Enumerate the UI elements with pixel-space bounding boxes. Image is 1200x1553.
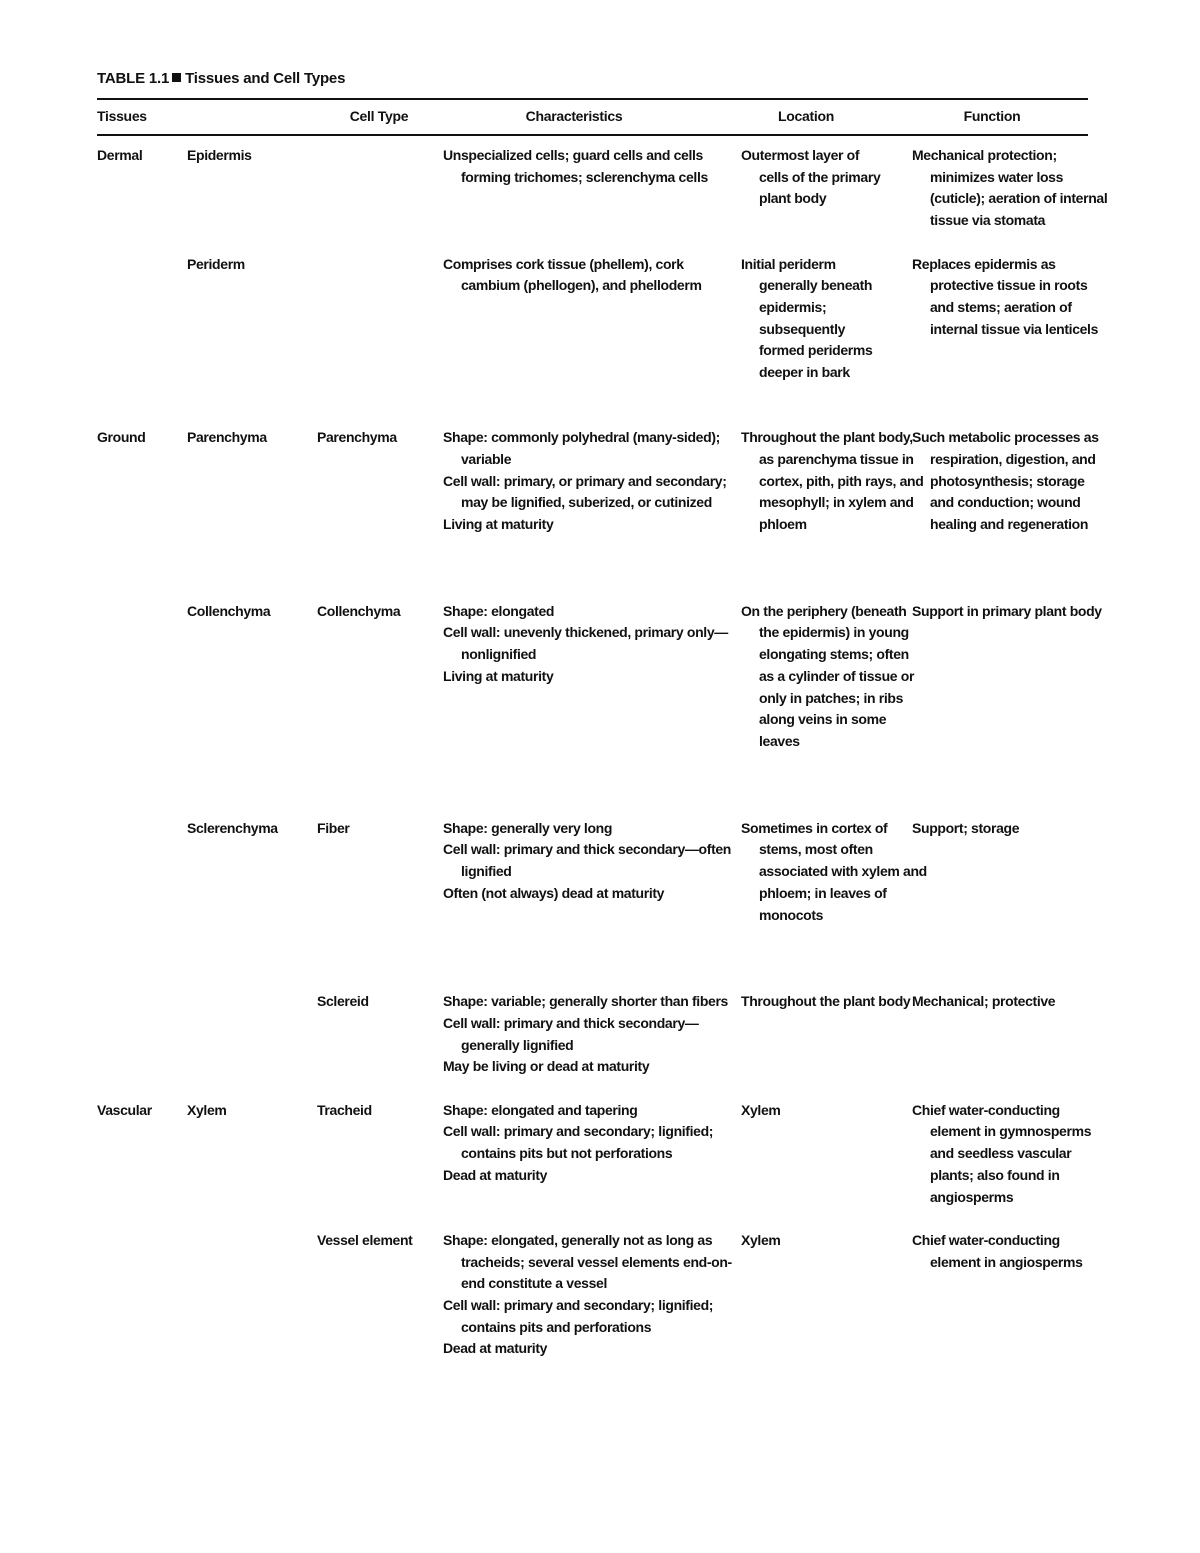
function-cell: Chief water-conducting element in gymnosperms and seedless vascular plants; also found in angiosperms (912, 1101, 1092, 1205)
characteristics-cell (443, 145, 739, 188)
characteristic-line: Cell wall: primary and thick secondary—often lignified (443, 841, 732, 880)
characteristic-line: Shape: variable; generally shorter than fibers (443, 993, 728, 1010)
tissue-cell: Vascular (97, 1101, 152, 1118)
table-row (97, 427, 1099, 601)
location-cell: Throughout the plant body (741, 993, 911, 1010)
location-cell: Initial periderm generally beneath epidermis; subsequently formed periderms deeper in bark (741, 255, 873, 381)
characteristics-cell (443, 427, 739, 536)
location-cell: Outermost layer of cells of the primary plant body (741, 147, 881, 207)
table-row (97, 1230, 1088, 1404)
characteristic-line: Shape: elongated, generally not as long as tracheids; several vessel elements end-on-end constitute a vessel (443, 1231, 732, 1292)
subtissue-cell: Xylem (187, 1101, 227, 1118)
function-cell: Support in primary plant body (912, 602, 1102, 619)
function-cell: Support; storage (912, 819, 1020, 836)
characteristics-cell (443, 601, 739, 688)
header-characteristics: Characteristics (525, 108, 623, 124)
characteristics-cell (443, 1230, 739, 1360)
characteristic-line: Shape: elongated and tapering (443, 1101, 638, 1118)
header-function: Function (963, 108, 1021, 124)
characteristic-line: Living at maturity (443, 667, 554, 684)
table-body (97, 145, 1108, 1404)
table-row (97, 145, 1108, 254)
characteristic-line: Shape: elongated (443, 602, 555, 619)
characteristic-line: May be living or dead at maturity (443, 1058, 650, 1075)
location-cell: Sometimes in cortex of stems, most often associated with xylem and phloem; in leaves of monocots (741, 819, 927, 923)
location-cell: Xylem (741, 1231, 781, 1248)
characteristic-line: Dead at maturity (443, 1166, 548, 1183)
characteristic-line: Cell wall: unevenly thickened, primary only—nonlignified (443, 624, 728, 663)
characteristics-cell (443, 991, 739, 1078)
table-number: TABLE 1.1 (97, 70, 170, 87)
characteristic-line: Often (not always) dead at maturity (443, 884, 665, 901)
cell-type-cell: Parenchyma (317, 429, 397, 446)
cell-type-cell: Tracheid (317, 1101, 372, 1118)
tissue-cell: Dermal (97, 147, 143, 163)
location-cell: On the periphery (beneath the epidermis) in young elongating stems; often as a cylinder of tissue or only in patches; in ribs along veins in some leaves (741, 602, 915, 749)
subtissue-cell: Periderm (187, 255, 245, 272)
table-title-text: Tissues and Cell Types (185, 70, 346, 87)
function-cell: Such metabolic processes as respiration, digestion, and photosynthesis; storage and conduction; wound healing and regeneration (912, 429, 1099, 532)
function-cell: Mechanical protection; minimizes water loss (cuticle); aeration of internal tissue via stomata (912, 147, 1108, 229)
characteristic-line: Cell wall: primary and thick secondary—generally lignified (443, 1014, 699, 1053)
characteristic-line: Cell wall: primary and secondary; lignified; contains pits and perforations (443, 1297, 714, 1335)
function-cell: Mechanical; protective (912, 993, 1056, 1010)
header-tissues: Tissues (97, 108, 147, 124)
table-title (97, 70, 345, 87)
subtissue-cell: Parenchyma (187, 429, 267, 446)
characteristic-line: Living at maturity (443, 515, 554, 532)
subtissue-cell: Sclerenchyma (187, 819, 278, 836)
characteristic-line: Unspecialized cells; guard cells and cells forming trichomes; sclerenchyma cells (443, 147, 708, 185)
location-cell: Throughout the plant body, as parenchyma tissue in cortex, pith, pith rays, and mesophyll; in xylem and phloem (741, 429, 924, 532)
top-rule (97, 98, 1088, 100)
table-row (97, 1100, 1092, 1230)
subtissue-cell: Collenchyma (187, 602, 271, 619)
location-cell: Xylem (741, 1101, 781, 1118)
table-row (97, 601, 1102, 818)
cell-type-cell: Vessel element (317, 1231, 413, 1248)
characteristics-cell (443, 254, 739, 297)
header-location: Location (778, 108, 834, 124)
characteristic-line: Shape: generally very long (443, 819, 613, 836)
subtissue-cell: Epidermis (187, 147, 252, 163)
function-cell: Chief water-conducting element in angiosperms (912, 1231, 1083, 1270)
characteristic-line: Shape: commonly polyhedral (many-sided); variable (443, 429, 720, 467)
cell-type-cell: Collenchyma (317, 602, 401, 619)
tissue-cell: Ground (97, 429, 146, 446)
header-cell-type: Cell Type (349, 108, 409, 124)
characteristic-line: Comprises cork tissue (phellem), cork cambium (phellogen), and phelloderm (443, 255, 702, 294)
function-cell: Replaces epidermis as protective tissue in roots and stems; aeration of internal tissue via lenticels (912, 255, 1099, 337)
header-rule (97, 134, 1088, 136)
characteristics-cell (443, 1100, 739, 1187)
table-row (97, 991, 1088, 1100)
characteristics-cell (443, 818, 739, 905)
characteristic-line: Cell wall: primary, or primary and secondary; may be lignified, suberized, or cutinized (443, 472, 727, 511)
square-bullet-icon (172, 73, 181, 82)
characteristic-line: Dead at maturity (443, 1340, 548, 1357)
cell-type-cell: Sclereid (317, 993, 369, 1010)
table-row (97, 254, 1099, 428)
table-row (97, 818, 1088, 992)
cell-type-cell: Fiber (317, 819, 350, 836)
characteristic-line: Cell wall: primary and secondary; lignified; contains pits but not perforations (443, 1123, 714, 1162)
